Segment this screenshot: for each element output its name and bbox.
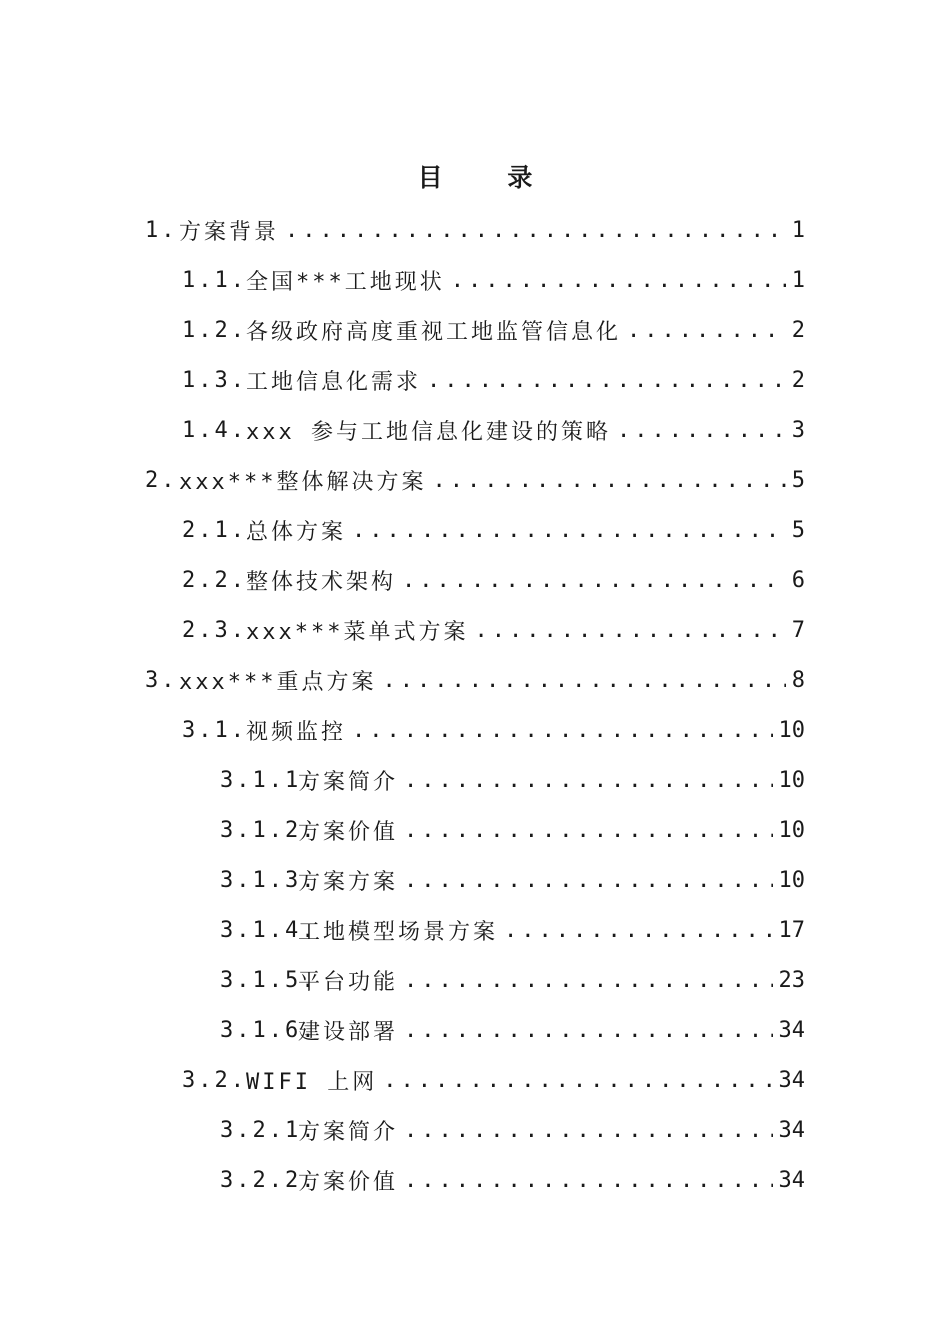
toc-entry-title: xxx***菜单式方案	[246, 619, 469, 645]
toc-entry-page-number: 34	[778, 1117, 805, 1143]
toc-dot-leader	[382, 668, 785, 693]
toc-dot-leader	[404, 968, 772, 993]
toc-entry-title: 方案简介	[298, 769, 399, 795]
toc-entry-page-number: 5	[791, 467, 805, 493]
toc-entry-title: 方案方案	[298, 869, 399, 895]
toc-entry-title: 方案价值	[298, 1169, 399, 1195]
toc-dot-leader	[404, 1018, 772, 1043]
toc-entry[interactable]	[220, 1155, 805, 1205]
toc-entry-title: 整体技术架构	[246, 569, 397, 595]
toc-entry-page-number: 34	[778, 1017, 805, 1043]
toc-entry-number: 3.2.2.	[220, 1167, 318, 1193]
toc-entry-number: 1.2.	[182, 317, 247, 343]
toc-entry-number: 3.1.1.	[220, 767, 318, 793]
toc-entry[interactable]	[145, 455, 805, 505]
toc-dot-leader	[383, 1068, 772, 1093]
toc-entry[interactable]	[182, 555, 805, 605]
toc-dot-leader	[352, 718, 772, 743]
toc-entry-page-number: 23	[778, 967, 805, 993]
toc-entry[interactable]	[220, 855, 805, 905]
toc-entry-title: xxx 参与工地信息化建设的策略	[246, 419, 611, 445]
toc-entry-number: 3.1.5.	[220, 967, 318, 993]
toc-dot-leader	[617, 418, 786, 443]
toc-entry-page-number: 5	[791, 517, 805, 543]
toc-entry-page-number: 6	[791, 567, 805, 593]
toc-entry-title: 建设部署	[298, 1019, 399, 1045]
toc-entry-page-number: 10	[778, 717, 805, 743]
toc-entry[interactable]	[182, 305, 805, 355]
toc-entry-number: 2.	[145, 467, 178, 493]
toc-entry-page-number: 34	[778, 1167, 805, 1193]
toc-entry-number: 1.4.	[182, 417, 247, 443]
toc-entry-title: 全国***工地现状	[246, 269, 445, 295]
toc-entry-title: 方案背景	[179, 219, 280, 245]
toc-entry-page-number: 7	[791, 617, 805, 643]
toc-entry-title: xxx***重点方案	[179, 669, 377, 695]
toc-entry[interactable]	[220, 1005, 805, 1055]
toc-entry-title: 工地信息化需求	[246, 369, 422, 395]
toc-entry-number: 3.2.1.	[220, 1117, 318, 1143]
toc-entry-title: 工地模型场景方案	[298, 919, 499, 945]
toc-entry-title: WIFI 上网	[246, 1069, 378, 1095]
toc-entry-page-number: 8	[791, 667, 805, 693]
toc-entry-number: 2.3.	[182, 617, 247, 643]
toc-entry[interactable]	[145, 205, 805, 255]
toc-entry-number: 2.1.	[182, 517, 247, 543]
toc-entry-title: 方案价值	[298, 819, 399, 845]
toc-dot-leader	[404, 1118, 772, 1143]
toc-entry-page-number: 2	[791, 317, 805, 343]
toc-entry-number: 3.1.	[182, 717, 247, 743]
toc-dot-leader	[474, 618, 785, 643]
toc-entry-number: 3.2.	[182, 1067, 247, 1093]
toc-entry-page-number: 3	[791, 417, 805, 443]
toc-entry-number: 1.	[145, 217, 178, 243]
toc-entry[interactable]	[220, 805, 805, 855]
toc-entry-title: 平台功能	[298, 969, 399, 995]
toc-dot-leader	[627, 318, 786, 343]
toc-entry-number: 1.3.	[182, 367, 247, 393]
toc-entry[interactable]	[220, 905, 805, 955]
toc-entry[interactable]	[182, 355, 805, 405]
toc-entry-number: 2.2.	[182, 567, 247, 593]
toc-entry[interactable]	[182, 605, 805, 655]
toc-entry[interactable]	[145, 655, 805, 705]
toc-entry-number: 3.1.3.	[220, 867, 318, 893]
toc-entry[interactable]	[182, 1055, 805, 1105]
toc-entry-page-number: 10	[778, 767, 805, 793]
toc-entry[interactable]	[182, 255, 805, 305]
toc-dot-leader	[427, 368, 786, 393]
toc-entry-page-number: 2	[791, 367, 805, 393]
toc-entry-number: 3.1.4.	[220, 917, 318, 943]
toc-entry[interactable]	[220, 955, 805, 1005]
toc-entry[interactable]	[220, 1105, 805, 1155]
toc-entry-title: 方案简介	[298, 1119, 399, 1145]
toc-dot-leader	[404, 818, 772, 843]
toc-entry-page-number: 1	[791, 267, 805, 293]
toc-entry-number: 1.1.	[182, 267, 247, 293]
toc-dot-leader	[402, 568, 786, 593]
toc-entry-title: 总体方案	[246, 519, 347, 545]
toc-entry-number: 3.1.2.	[220, 817, 318, 843]
toc-entry[interactable]	[182, 705, 805, 755]
toc-entry[interactable]	[220, 755, 805, 805]
toc-entry-page-number: 34	[778, 1067, 805, 1093]
toc-dot-leader	[285, 218, 786, 243]
toc-dot-leader	[451, 268, 786, 293]
toc-entry-title: 各级政府高度重视工地监管信息化	[246, 319, 622, 345]
toc-entry-number: 3.	[145, 667, 178, 693]
toc-title: 目 录	[417, 163, 561, 192]
toc-entry[interactable]	[182, 405, 805, 455]
toc-dot-leader	[404, 868, 772, 893]
toc-dot-leader	[504, 918, 772, 943]
toc-entry-page-number: 1	[791, 217, 805, 243]
toc-entry-page-number: 10	[778, 867, 805, 893]
toc-entry[interactable]	[182, 505, 805, 555]
toc-dot-leader	[404, 1168, 772, 1193]
toc-dot-leader	[404, 768, 772, 793]
toc-dot-leader	[432, 468, 785, 493]
toc-entry-page-number: 17	[778, 917, 805, 943]
toc-dot-leader	[352, 518, 786, 543]
toc-entry-title: 视频监控	[246, 719, 347, 745]
toc-entry-title: xxx***整体解决方案	[179, 469, 427, 495]
toc-entry-page-number: 10	[778, 817, 805, 843]
toc-entry-number: 3.1.6.	[220, 1017, 318, 1043]
